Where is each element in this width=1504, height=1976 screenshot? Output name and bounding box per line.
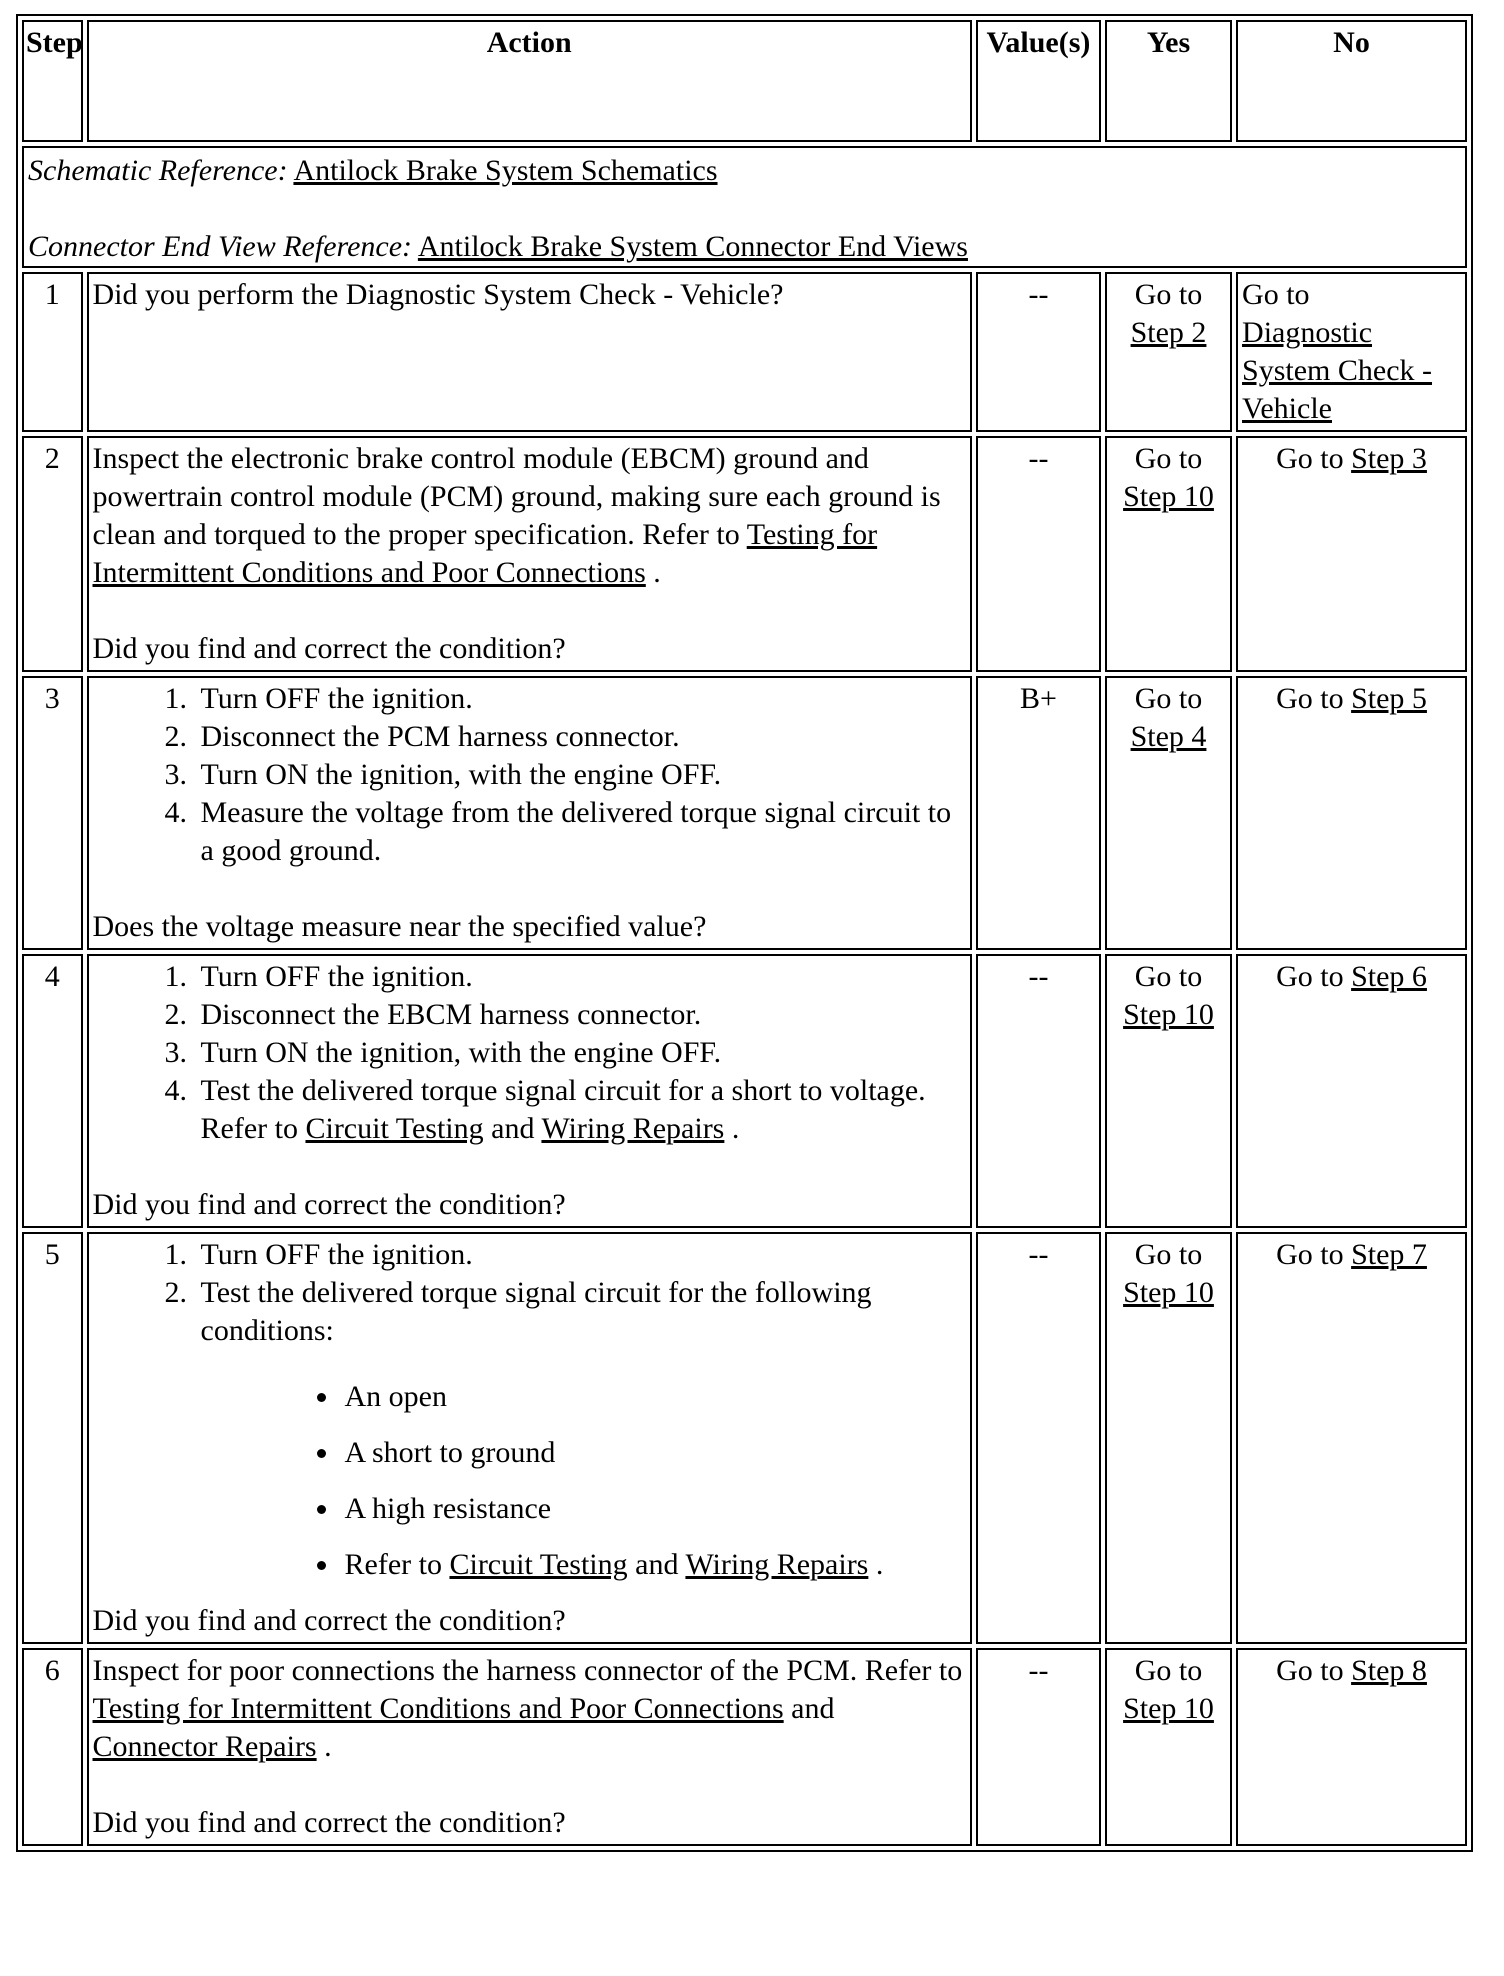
value-cell: --: [976, 954, 1101, 1228]
action-text: Inspect the electronic brake control module (EBCM) ground and powertrain control module (PCM) ground, making sure each ground is clean and torqued to the proper specification. Refer to: [92, 442, 941, 551]
yes-prefix: Go to: [1134, 682, 1203, 715]
bullet-text: Refer to: [344, 1548, 442, 1581]
action-tail: .: [324, 1730, 332, 1763]
action-text: Inspect for poor connections the harness connector of the PCM. Refer to: [92, 1654, 963, 1687]
header-row: [22, 20, 1467, 142]
yes-prefix: Go to: [1134, 960, 1203, 993]
list-item: 1. Turn OFF the ignition.: [195, 958, 966, 996]
list-item: 3. Turn ON the ignition, with the engine OFF.: [195, 756, 966, 794]
action-link-1[interactable]: Circuit Testing: [305, 1112, 484, 1145]
value-cell: --: [976, 1232, 1101, 1644]
yes-link[interactable]: Step 10: [1123, 998, 1214, 1031]
action-tail: .: [653, 556, 661, 589]
no-link[interactable]: Step 6: [1351, 960, 1427, 993]
action-steps-list: [93, 680, 966, 870]
header-yes: Yes: [1105, 20, 1232, 142]
yes-cell: [1105, 436, 1232, 672]
action-and: and: [491, 1112, 535, 1145]
no-link[interactable]: Step 7: [1351, 1238, 1427, 1271]
action-tail: .: [875, 1548, 884, 1581]
step-number: 6: [22, 1648, 83, 1846]
step-number: 3: [22, 676, 83, 950]
no-prefix: Go to: [1276, 1654, 1344, 1687]
action-link-1[interactable]: Testing for Intermittent Conditions and Poor Connections: [92, 518, 878, 589]
action-cell: [87, 954, 972, 1228]
list-item-text: Test the delivered torque signal circuit for the following conditions:: [200, 1276, 872, 1347]
yes-prefix: Go to: [1134, 442, 1203, 475]
yes-link[interactable]: Step 4: [1130, 720, 1207, 753]
no-prefix: Go to: [1242, 278, 1310, 311]
list-item: 2. Disconnect the EBCM harness connector.: [195, 996, 966, 1034]
action-tail: .: [731, 1112, 740, 1145]
step-number: 1: [22, 272, 83, 432]
bullet-item: • A high resistance: [341, 1490, 966, 1528]
reference-row: [22, 146, 1467, 268]
no-cell: [1236, 1648, 1467, 1846]
no-cell: [1236, 954, 1467, 1228]
no-prefix: Go to: [1276, 960, 1344, 993]
action-cell: [87, 1232, 972, 1644]
yes-prefix: Go to: [1134, 1654, 1203, 1687]
header-values: Value(s): [976, 20, 1101, 142]
schematic-reference-link[interactable]: Antilock Brake System Schematics: [293, 154, 718, 187]
yes-prefix: Go to: [1134, 1238, 1203, 1271]
action-steps-list: [93, 958, 966, 1148]
diagnostic-table: [16, 14, 1473, 1852]
value-cell: --: [976, 436, 1101, 672]
bullet-item: [341, 1546, 966, 1584]
action-link-1[interactable]: Testing for Intermittent Conditions and Poor Connections: [92, 1692, 784, 1725]
action-cell: [87, 1648, 972, 1846]
no-prefix: Go to: [1276, 442, 1344, 475]
connector-reference-label: Connector End View Reference:: [28, 230, 413, 263]
step-number: 5: [22, 1232, 83, 1644]
step-row-5: [22, 1232, 1467, 1644]
no-link[interactable]: Diagnostic System Check - Vehicle: [1242, 316, 1433, 425]
action-question: Does the voltage measure near the specified value?: [92, 910, 707, 943]
no-cell: [1236, 676, 1467, 950]
list-item: 3. Turn ON the ignition, with the engine OFF.: [195, 1034, 966, 1072]
step-row-1: [22, 272, 1467, 432]
action-link-2[interactable]: Wiring Repairs: [541, 1112, 725, 1145]
yes-link[interactable]: Step 10: [1123, 1276, 1214, 1309]
step-row-4: [22, 954, 1467, 1228]
action-question: Did you find and correct the condition?: [92, 1806, 566, 1839]
value-cell: --: [976, 1648, 1101, 1846]
step-number: 2: [22, 436, 83, 672]
header-no: No: [1236, 20, 1467, 142]
yes-cell: [1105, 272, 1232, 432]
action-cell: [87, 436, 972, 672]
action-cell: [87, 676, 972, 950]
diagnostic-table-container: [16, 14, 1473, 1852]
step-number: 4: [22, 954, 83, 1228]
no-link[interactable]: Step 8: [1351, 1654, 1427, 1687]
action-link-2[interactable]: Wiring Repairs: [685, 1548, 869, 1581]
yes-cell: [1105, 676, 1232, 950]
no-link[interactable]: Step 3: [1351, 442, 1427, 475]
yes-link[interactable]: Step 10: [1123, 480, 1214, 513]
header-step: Step: [22, 20, 83, 142]
step-row-3: [22, 676, 1467, 950]
action-question: Did you find and correct the condition?: [92, 632, 566, 665]
no-cell: [1236, 1232, 1467, 1644]
schematic-reference: [28, 152, 1461, 190]
action-and: and: [791, 1692, 835, 1725]
yes-link[interactable]: Step 10: [1123, 1692, 1214, 1725]
list-item: 4. Measure the voltage from the delivered torque signal circuit to a good ground.: [195, 794, 966, 870]
no-link[interactable]: Step 5: [1351, 682, 1427, 715]
yes-prefix: Go to: [1134, 278, 1203, 311]
bullet-item: • A short to ground: [341, 1434, 966, 1472]
yes-link[interactable]: Step 2: [1130, 316, 1207, 349]
step-row-6: [22, 1648, 1467, 1846]
value-cell: --: [976, 272, 1101, 432]
schematic-reference-label: Schematic Reference:: [28, 154, 288, 187]
no-prefix: Go to: [1276, 1238, 1344, 1271]
action-cell: Did you perform the Diagnostic System Check - Vehicle?: [87, 272, 972, 432]
header-action: Action: [87, 20, 972, 142]
list-item: 1. Turn OFF the ignition.: [195, 1236, 966, 1274]
list-item: 1. Turn OFF the ignition.: [195, 680, 966, 718]
list-item: [195, 1274, 966, 1584]
bullet-item: • An open: [341, 1378, 966, 1416]
connector-reference-link[interactable]: Antilock Brake System Connector End Views: [417, 230, 968, 263]
action-link-1[interactable]: Circuit Testing: [449, 1548, 628, 1581]
action-question: Did you find and correct the condition?: [92, 1604, 566, 1637]
list-item: [195, 1072, 966, 1148]
conditions-list: [201, 1378, 966, 1584]
reference-cell: [22, 146, 1467, 268]
no-cell: [1236, 272, 1467, 432]
no-prefix: Go to: [1276, 682, 1344, 715]
action-steps-list: [93, 1236, 966, 1584]
action-question: Did you find and correct the condition?: [92, 1188, 566, 1221]
connector-reference: [28, 228, 1461, 266]
yes-cell: [1105, 1648, 1232, 1846]
step-row-2: [22, 436, 1467, 672]
yes-cell: [1105, 954, 1232, 1228]
list-item-text: Test the delivered torque signal circuit for a short to voltage. Refer to: [200, 1074, 926, 1145]
no-cell: [1236, 436, 1467, 672]
action-link-2[interactable]: Connector Repairs: [92, 1730, 317, 1763]
list-item: 2. Disconnect the PCM harness connector.: [195, 718, 966, 756]
yes-cell: [1105, 1232, 1232, 1644]
action-and: and: [635, 1548, 679, 1581]
value-cell: B+: [976, 676, 1101, 950]
